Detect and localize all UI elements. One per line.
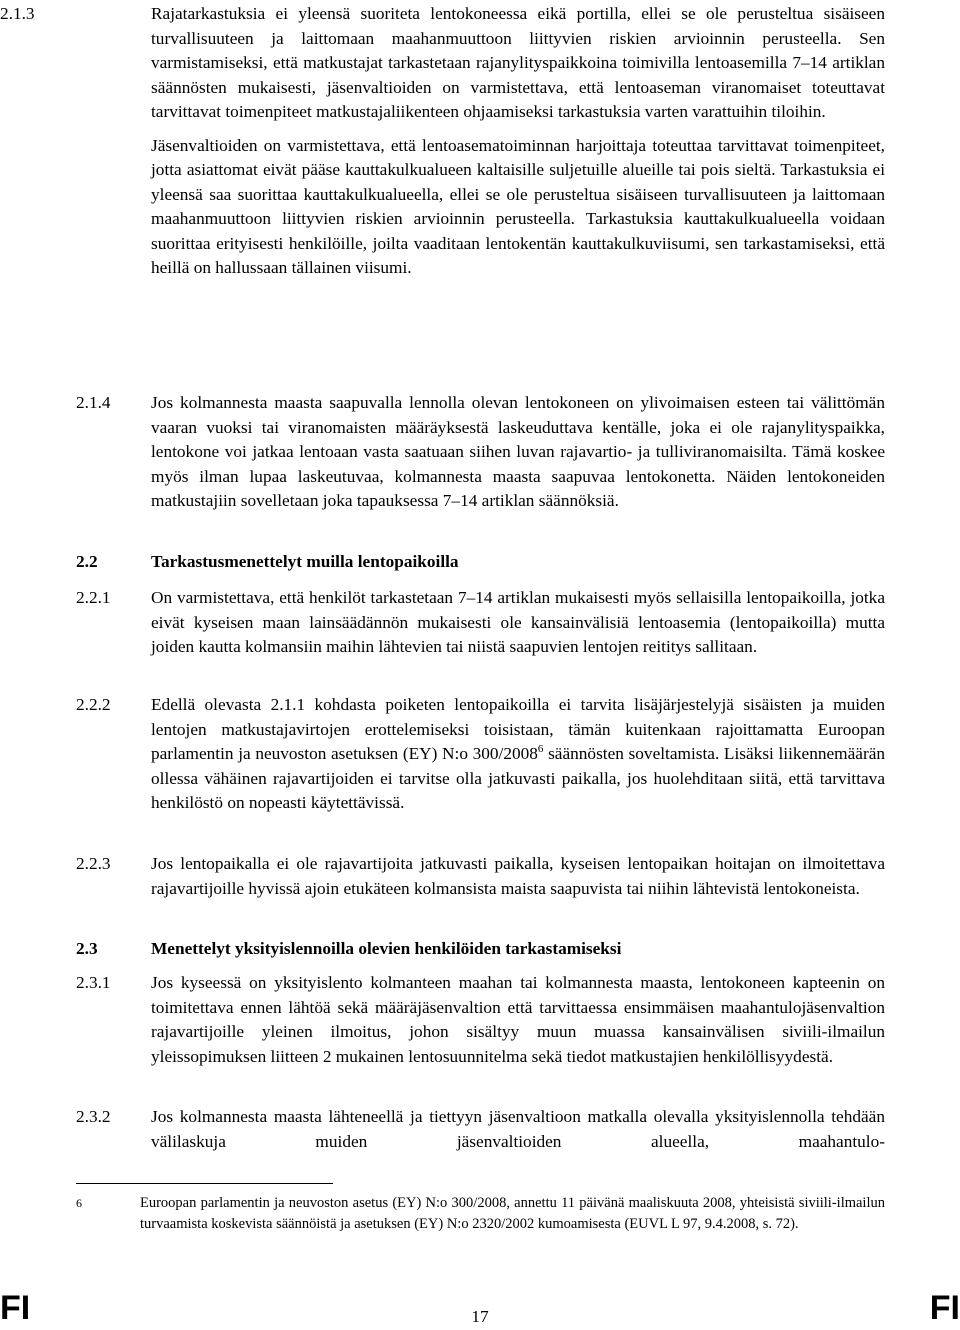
footnote-divider <box>76 1183 333 1184</box>
heading-number: 2.3 <box>76 939 98 958</box>
section-text: Jos kolmannesta maasta lähteneellä ja tiettyyn jäsenvaltioon matkalla olevalla yksityislennolla tehdään välilaskuja muiden jäsenvaltioiden alueella, maahantulo- <box>151 1107 885 1151</box>
text-part: Edellä olevasta 2.1.1 kohdasta poiketen lentopaikoilla ei tarvita lisäjärjestelyjä sisäisten ja muiden lentojen matkustajavirtojen erottelemiseksi toisistaan, tämän kuitenkaan rajoittamatta Euroopan parlamentin ja neuvoston asetuksen (EY) N:o 300/2008 <box>151 695 885 763</box>
section-text <box>151 693 885 816</box>
section-text: Jos kyseessä on yksityislento kolmanteen maahan tai kolmannesta maasta, lentokoneen kapteenin on toimitettava ennen lähtöä sekä määräjäsenvaltion että tarvittaessa ensimmäisen maahantulojäsenvaltion rajavartijoille yleinen ilmoitus, johon sisältyy muun muassa kansainvälisen siviili-ilmailun yleissopimuksen liitteen 2 mukainen lentosuunnitelma sekä tiedot matkustajien henkilöllisyydestä. <box>151 973 885 1066</box>
section-number: 2.3.1 <box>76 973 111 992</box>
section-number: 2.1.4 <box>76 393 111 412</box>
section-number: 2.2.1 <box>76 588 111 607</box>
text-part: säännösten soveltamista. Lisäksi liikennemäärän ollessa vähäinen rajavartijoiden ei tarvitse olla jatkuvasti paikalla, jos huolehditaan siitä, että tarvittava henkilöstö on nopeasti käytettävissä. <box>151 744 886 812</box>
page-number: 17 <box>471 1307 489 1326</box>
heading-title: Menettelyt yksityislennoilla olevien henkilöiden tarkastamiseksi <box>151 939 622 958</box>
paragraph: Jäsenvaltioiden on varmistettava, että lentoasematoiminnan harjoittaja toteuttaa tarvittavat toimenpiteet, jotta asiattomat eivät pääse kauttakulkualueen kaltaisille suljetuille alueille tai pois sieltä. Tarkastuksia ei yleensä saa suorittaa kauttakulkualueella, ellei se ole perusteltua sisäiseen turvallisuuteen ja laittomaan maahanmuuttoon liittyvien riskien arvioinnin perusteella. Tarkastuksia kauttakulkualueella voidaan suorittaa erityisesti henkilöille, joilta vaaditaan lentokentän kauttakulkuviisumi, sen tarkastamiseksi, että heillä on hallussaan tällainen viisumi. <box>151 135 885 277</box>
footnote-marker: 6 <box>76 1196 82 1210</box>
section-text: Jos lentopaikalla ei ole rajavartijoita jatkuvasti paikalla, kyseisen lentopaikan hoitajan on ilmoitettava rajavartijoille hyvissä ajoin etukäteen kolmansista maista saapuvista tai niihin lähtevistä lentokoneista. <box>151 854 885 898</box>
language-code-left: FI <box>0 1289 31 1327</box>
language-code-right: FI <box>929 1289 960 1327</box>
heading-title: Tarkastusmenettelyt muilla lentopaikoilla <box>151 552 459 571</box>
section-number: 2.2.3 <box>76 854 111 873</box>
footnote-reference: 6 <box>537 743 544 756</box>
section-text: Jos kolmannesta maasta saapuvalla lennolla olevan lentokoneen on ylivoimaisen esteen tai välittömän vaaran vuoksi tai viranomaisten määräyksestä laskeuduttava kentälle, joka ei ole rajanylityspaikka, lentokone voi jatkaa lentoaan vasta saatuaan siihen luvan rajavartio- ja tulliviranomaisilta. Tämä koskee myös ilman lupaa laskeutuvaa, kolmannesta maasta saapuvaa lentokonetta. Näiden lentokoneiden matkustajiin sovelletaan joka tapauksessa 7–14 artiklan säännöksiä. <box>151 393 885 510</box>
footnote-text: Euroopan parlamentin ja neuvoston asetus (EY) N:o 300/2008, annettu 11 päivänä maaliskuuta 2008, yhteisistä siviili-ilmailun turvaamista koskevista säännöistä ja asetuksen (EY) N:o 2320/2002 kumoamisesta (EUVL L 97, 9.4.2008, s. 72). <box>140 1195 885 1232</box>
section-number: 2.1.3 <box>0 4 35 23</box>
section-number: 2.2.2 <box>76 695 111 714</box>
paragraph: Rajatarkastuksia ei yleensä suoriteta lentokoneessa eikä portilla, ellei se ole perusteltua sisäiseen turvallisuuteen ja laittomaan maahanmuuttoon liittyvien riskien arvioinnin perusteella. Sen varmistamiseksi, että matkustajat tarkastetaan rajanylityspaikkoina toimivilla lentoasemilla 7–14 artiklan säännösten mukaisesti, jäsenvaltioiden on varmistettava, että lentoaseman viranomaiset toteuttavat tarvittavat toimenpiteet matkustajaliikenteen ohjaamiseksi tarkastuksia varten varattuihin tiloihin. <box>151 4 885 121</box>
section-number: 2.3.2 <box>76 1107 111 1126</box>
section-text: On varmistettava, että henkilöt tarkastetaan 7–14 artiklan mukaisesti myös sellaisilla lentopaikoilla, jotka eivät kyseisen maan lainsäädännön mukaisesti ole kansainvälisiä lentoasemia (lentopaikoilla) mutta joiden kautta kolmansiin maihin lähtevien tai niistä saapuvien lentojen reititys sallitaan. <box>151 588 885 656</box>
section-text <box>151 2 885 290</box>
heading-number: 2.2 <box>76 552 98 571</box>
